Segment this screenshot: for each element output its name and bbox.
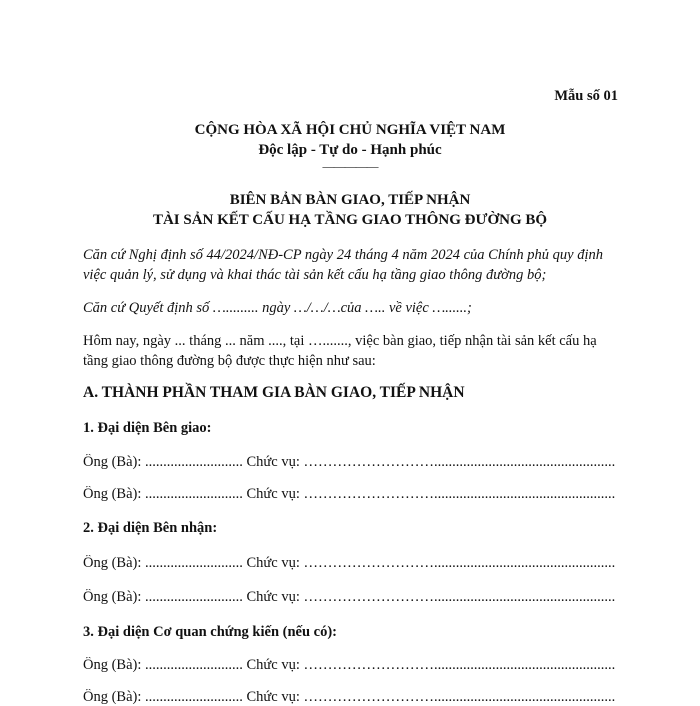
document-title-line1: BIÊN BẢN BÀN GIAO, TIẾP NHẬN bbox=[229, 192, 471, 208]
receiver-representative-heading: 2. Đại diện Bên nhận: bbox=[83, 520, 218, 536]
giver-representative-heading: 1. Đại diện Bên giao: bbox=[83, 420, 212, 436]
national-motto: Độc lập - Tự do - Hạnh phúc bbox=[258, 142, 442, 158]
witness-representative-row: Ông (Bà): ........................... Chức vụ: ……………………….................................................. bbox=[83, 689, 616, 705]
witness-representative-heading: 3. Đại diện Cơ quan chứng kiến (nếu có): bbox=[83, 624, 338, 640]
motto-underline: ————— bbox=[322, 159, 378, 173]
witness-representative-row: Ông (Bà): ........................... Chức vụ: ……………………….................................................. bbox=[83, 657, 616, 673]
receiver-representative-row: Ông (Bà): ........................... Chức vụ: ……………………….................................................. bbox=[83, 589, 616, 605]
handover-intro: Hôm nay, ngày ... tháng ... năm ...., tại …......., việc bàn giao, tiếp nhận tài sản kết cấu hạ tầng giao thông đường bộ được thực hiện như sau: bbox=[83, 333, 597, 369]
document-title-line2: TÀI SẢN KẾT CẤU HẠ TẦNG GIAO THÔNG ĐƯỜNG BỘ bbox=[152, 212, 548, 228]
legal-basis-decree: Căn cứ Nghị định số 44/2024/NĐ-CP ngày 24 tháng 4 năm 2024 của Chính phủ quy định việc quản lý, sử dụng và khai thác tài sản kết cấu hạ tầng giao thông đường bộ; bbox=[83, 247, 603, 283]
country-name: CỘNG HÒA XÃ HỘI CHỦ NGHĨA VIỆT NAM bbox=[194, 122, 506, 138]
giver-representative-row: Ông (Bà): ........................... Chức vụ: ……………………….................................................. bbox=[83, 454, 616, 470]
receiver-representative-row: Ông (Bà): ........................... Chức vụ: ……………………….................................................. bbox=[83, 555, 616, 571]
form-number: Mẫu số 01 bbox=[554, 88, 618, 104]
giver-representative-row: Ông (Bà): ........................... Chức vụ: ……………………….................................................. bbox=[83, 486, 616, 502]
section-a-heading: A. THÀNH PHẦN THAM GIA BÀN GIAO, TIẾP NHẬN bbox=[83, 384, 465, 401]
legal-basis-decision: Căn cứ Quyết định số …......... ngày …/…/…của ….. về việc …......; bbox=[83, 300, 472, 316]
